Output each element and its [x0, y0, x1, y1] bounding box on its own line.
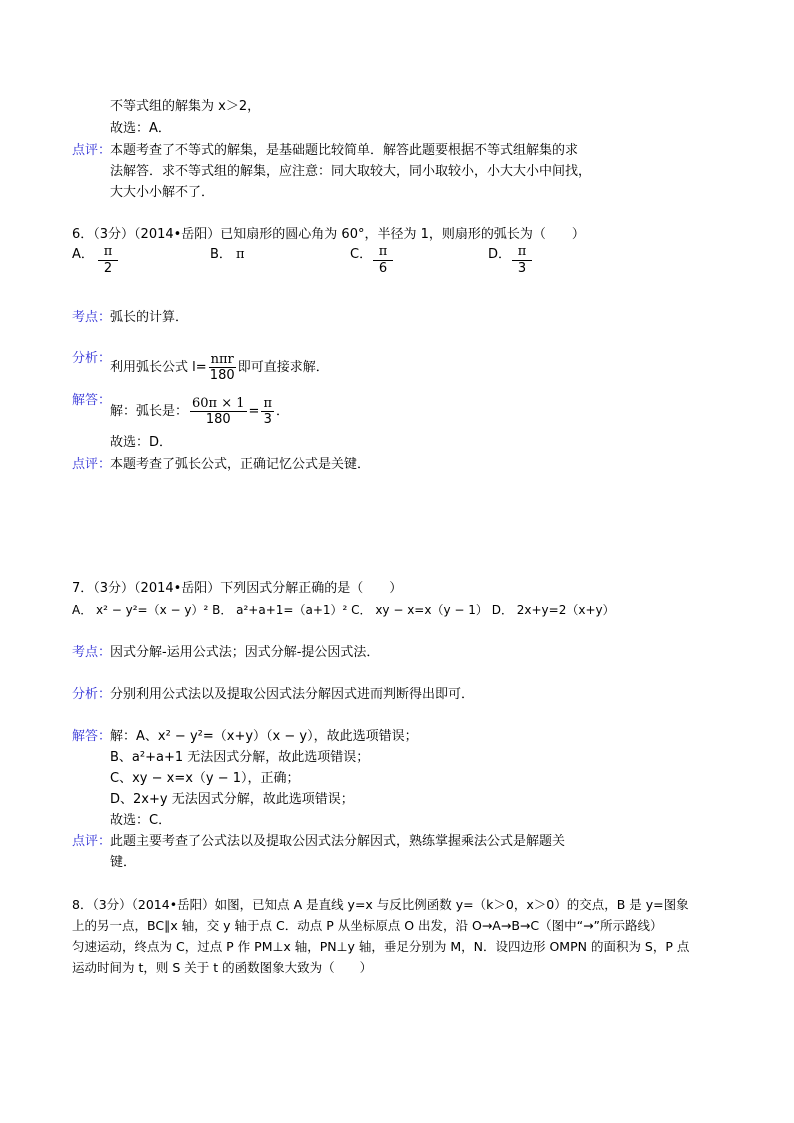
- fenxi-label: 分析：: [72, 351, 112, 366]
- question-8-line: 上的另一点，BC∥x 轴，交 y 轴于点 C．动点 P 从坐标原点 O 出发，沿 O→A→B→C（图中“→”所示路线）: [72, 918, 663, 933]
- comment-label: 点评：: [72, 143, 112, 158]
- jieda-label: 解答：: [72, 393, 112, 408]
- dianping-label: 点评：: [72, 834, 112, 849]
- fenxi-label: 分析：: [72, 687, 112, 702]
- fenxi-text: 利用弧长公式 l= $\frac{\text{nπr}}{180}$ 即可直接求解．: [110, 352, 329, 383]
- jieda-label: 解答：: [72, 729, 112, 744]
- comment-line: 法解答．求不等式组的解集，应注意：同大取较大，同小取较小，小大大小中间找，: [110, 164, 592, 179]
- select-line: 故选：C．: [110, 813, 172, 828]
- comment-line: 大大小小解不了．: [110, 185, 215, 200]
- jieda-line: D、2x+y 无法因式分解，故此选项错误；: [110, 792, 354, 807]
- kaodian-text: 弧长的计算．: [110, 310, 189, 325]
- dianping-text: 本题考查了弧长公式，正确记忆公式是关键．: [110, 457, 371, 472]
- select-line: 故选：D．: [110, 435, 173, 450]
- kaodian-label: 考点：: [72, 645, 112, 660]
- jieda-text: 解：弧长是： $\frac{60\pi \times 1}{180}$ = $\frac{\pi}{3}$ ．: [110, 396, 289, 427]
- question-8-line: 匀速运动，终点为 C，过点 P 作 PM⊥x 轴，PN⊥y 轴，垂足分别为 M，N．设四边形 OMPN 的面积为 S，P 点: [72, 939, 690, 954]
- dianping-label: 点评：: [72, 457, 112, 472]
- kaodian-text: 因式分解-运用公式法；因式分解-提公因式法．: [110, 645, 380, 660]
- question-8-line: 运动时间为 t，则 S 关于 t 的函数图象大致为（ ）: [72, 960, 373, 975]
- q7-options: A． x² − y²=（x − y）² B． a²+a+1=（a+1）² C． xy − x=x（y − 1） D． 2x+y=2（x+y）: [72, 603, 615, 617]
- dianping-line: 此题主要考查了公式法以及提取公因式法分解因式，熟练掌握乘法公式是解题关: [110, 834, 566, 849]
- select-line: 故选：A．: [110, 121, 171, 136]
- kaodian-label: 考点：: [72, 310, 112, 325]
- dianping-line: 键．: [110, 855, 137, 870]
- question-8-line: 8．（3分）（2014•岳阳）如图，已知点 A 是直线 y=x 与反比例函数 y=（k＞0，x＞0）的交点，B 是 y=图象: [72, 897, 689, 912]
- jieda-line: 解：A、x² − y²=（x+y）（x − y），故此选项错误；: [110, 729, 418, 744]
- question-7-stem: 7．（3分）（2014•岳阳）下列因式分解正确的是（ ）: [72, 581, 403, 596]
- comment-line: 本题考查了不等式的解集，是基础题比较简单．解答此题要根据不等式组解集的求: [110, 143, 579, 158]
- jieda-line: C、xy − x=x（y − 1），正确；: [110, 771, 300, 786]
- fenxi-text: 分别利用公式法以及提取公因式法分解因式进而判断得出即可．: [110, 687, 475, 702]
- solution-line: 不等式组的解集为 x＞2，: [110, 99, 261, 114]
- jieda-line: B、a²+a+1 无法因式分解，故此选项错误；: [110, 750, 370, 765]
- question-6-stem: 6．（3分）（2014•岳阳）已知扇形的圆心角为 60°，半径为 1，则扇形的弧长为（ ）: [72, 227, 585, 242]
